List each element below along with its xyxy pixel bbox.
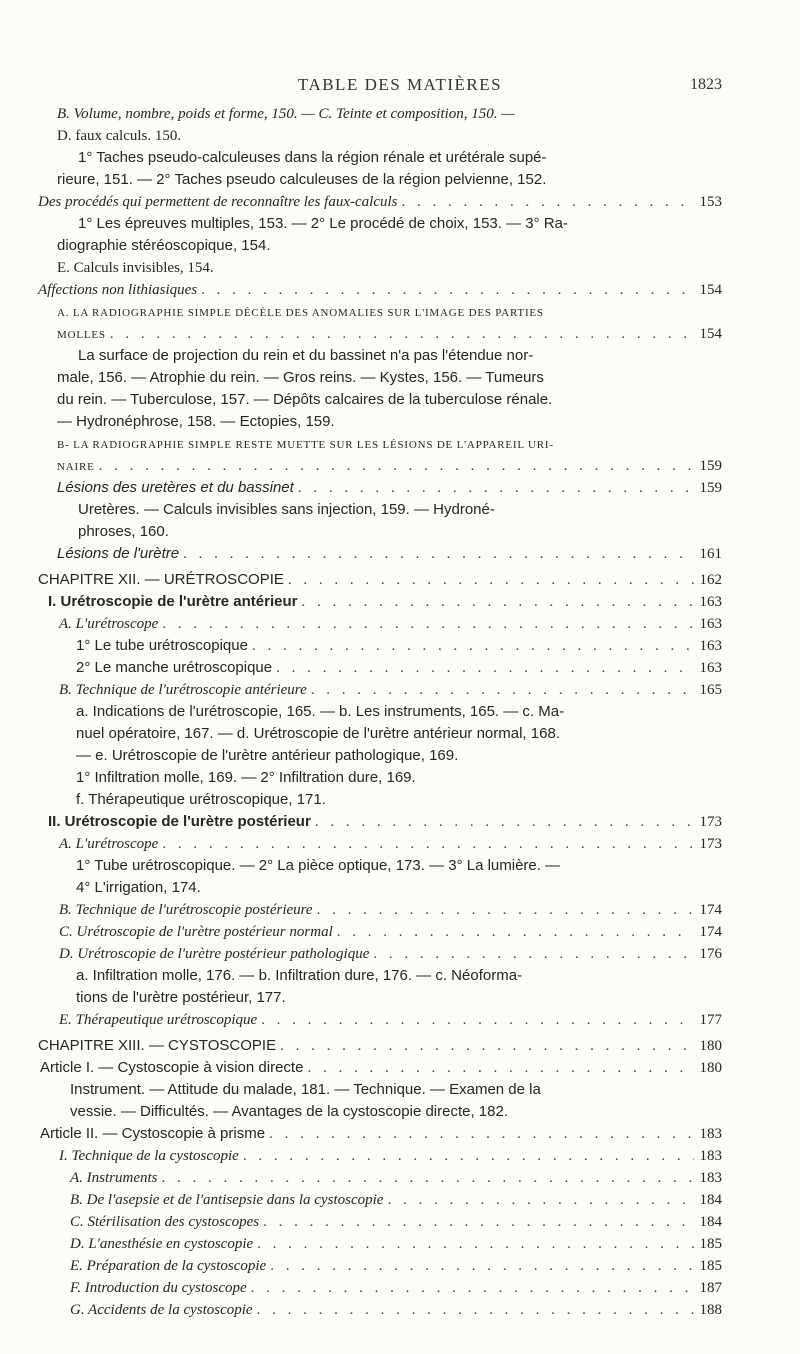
toc-entry[interactable]: A. L'urétroscope . . . 163 (0, 613, 800, 635)
table-of-contents (0, 103, 800, 1321)
toc-line: tions de l'urètre postérieur, 177. (76, 989, 286, 1006)
page-number: 1823 (690, 76, 722, 93)
toc-line: A. LA RADIOGRAPHIE SIMPLE DÉCÈLE DES ANOMALIES SUR L'IMAGE DES PARTIES (57, 307, 544, 319)
toc-entry[interactable]: I. Urétroscopie de l'urètre antérieur . . . 163 (0, 591, 800, 613)
toc-line: — e. Urétroscopie de l'urètre antérieur pathologique, 169. (76, 747, 459, 764)
toc-entry[interactable]: II. Urétroscopie de l'urètre postérieur . . . 173 (0, 811, 800, 833)
toc-entry[interactable]: D. Urétroscopie de l'urètre postérieur pathologique . . . 176 (0, 943, 800, 965)
toc-entry[interactable]: Article II. — Cystoscopie à prisme . . . 183 (0, 1123, 800, 1145)
toc-line: 1° Taches pseudo-calculeuses dans la région rénale et urétérale supé- (78, 149, 547, 166)
toc-line: Uretères. — Calculs invisibles sans injection, 159. — Hydroné- (78, 501, 495, 518)
toc-line: vessie. — Difficultés. — Avantages de la cystoscopie directe, 182. (70, 1103, 509, 1120)
toc-line: Instrument. — Attitude du malade, 181. — Technique. — Examen de la (70, 1081, 541, 1098)
toc-entry[interactable]: A. Instruments . . . 183 (0, 1167, 800, 1189)
toc-entry[interactable]: F. Introduction du cystoscope . . . 187 (0, 1277, 800, 1299)
toc-entry[interactable]: B. De l'asepsie et de l'antisepsie dans la cystoscopie . . . 184 (0, 1189, 800, 1211)
toc-entry[interactable]: B. Technique de l'urétroscopie postérieure . . . 174 (0, 899, 800, 921)
toc-line: B. Volume, nombre, poids et forme, 150. — C. Teinte et composition, 150. — (57, 106, 515, 122)
toc-entry[interactable]: Lésions de l'urètre . . . 161 (0, 543, 800, 565)
toc-entry[interactable]: E. Préparation de la cystoscopie . . . 185 (0, 1255, 800, 1277)
running-title: TABLE DES MATIÈRES (297, 75, 503, 94)
toc-entry[interactable]: Lésions des uretères et du bassinet . . . 159 (0, 477, 800, 499)
chapter-heading[interactable]: CHAPITRE XIII. — CYSTOSCOPIE . . . 180 (0, 1035, 800, 1057)
toc-line: D. faux calculs. 150. (57, 128, 182, 144)
toc-entry[interactable]: Des procédés qui permettent de reconnaître les faux-calculs . . . 153 (0, 191, 800, 213)
toc-line: diographie stéréoscopique, 154. (57, 237, 271, 254)
toc-line: 1° Infiltration molle, 169. — 2° Infiltration dure, 169. (76, 769, 416, 786)
toc-line: nuel opératoire, 167. — d. Urétroscopie de l'urètre antérieur normal, 168. (76, 725, 560, 742)
toc-line: 1° Les épreuves multiples, 153. — 2° Le procédé de choix, 153. — 3° Ra- (78, 215, 568, 232)
toc-entry[interactable]: C. Urétroscopie de l'urètre postérieur normal . . . 174 (0, 921, 800, 943)
toc-entry[interactable]: A. L'urétroscope . . . 173 (0, 833, 800, 855)
toc-line: La surface de projection du rein et du bassinet n'a pas l'étendue nor- (78, 347, 534, 364)
toc-line: a. Infiltration molle, 176. — b. Infiltration dure, 176. — c. Néoforma- (76, 967, 523, 984)
toc-entry[interactable]: Article I. — Cystoscopie à vision directe . . . 180 (0, 1057, 800, 1079)
toc-entry[interactable]: MOLLES . . . 154 (0, 323, 800, 345)
toc-entry[interactable]: E. Thérapeutique urétroscopique . . . 177 (0, 1009, 800, 1031)
toc-line: f. Thérapeutique urétroscopique, 171. (76, 791, 326, 808)
page-header (0, 75, 800, 99)
toc-entry[interactable]: NAIRE . . . 159 (0, 455, 800, 477)
toc-entry[interactable]: Affections non lithiasiques . . . 154 (0, 279, 800, 301)
toc-entry[interactable]: C. Stérilisation des cystoscopes . . . 184 (0, 1211, 800, 1233)
toc-line: 4° L'irrigation, 174. (76, 879, 201, 896)
toc-line: B- LA RADIOGRAPHIE SIMPLE RESTE MUETTE SUR LES LÉSIONS DE L'APPAREIL URI- (57, 439, 554, 451)
toc-entry[interactable]: 2° Le manche urétroscopique . . . 163 (0, 657, 800, 679)
toc-line: phroses, 160. (78, 523, 169, 540)
toc-entry[interactable]: D. L'anesthésie en cystoscopie . . . 185 (0, 1233, 800, 1255)
toc-entry[interactable]: I. Technique de la cystoscopie . . . 183 (0, 1145, 800, 1167)
toc-line: — Hydronéphrose, 158. — Ectopies, 159. (57, 413, 335, 430)
toc-line: a. Indications de l'urétroscopie, 165. — b. Les instruments, 165. — c. Ma- (76, 703, 565, 720)
chapter-heading[interactable]: CHAPITRE XII. — URÉTROSCOPIE . . . 162 (0, 569, 800, 591)
toc-line: male, 156. — Atrophie du rein. — Gros reins. — Kystes, 156. — Tumeurs (57, 369, 544, 386)
toc-line: rieure, 151. — 2° Taches pseudo calculeuses de la région pelvienne, 152. (57, 171, 547, 188)
toc-line: 1° Tube urétroscopique. — 2° La pièce optique, 173. — 3° La lumière. — (76, 857, 561, 874)
toc-entry[interactable]: B. Technique de l'urétroscopie antérieure . . . 165 (0, 679, 800, 701)
toc-line: E. Calculs invisibles, 154. (57, 260, 214, 276)
toc-entry[interactable]: G. Accidents de la cystoscopie . . . 188 (0, 1299, 800, 1321)
toc-line: du rein. — Tuberculose, 157. — Dépôts calcaires de la tuberculose rénale. (57, 391, 553, 408)
toc-entry[interactable]: 1° Le tube urétroscopique . . . 163 (0, 635, 800, 657)
